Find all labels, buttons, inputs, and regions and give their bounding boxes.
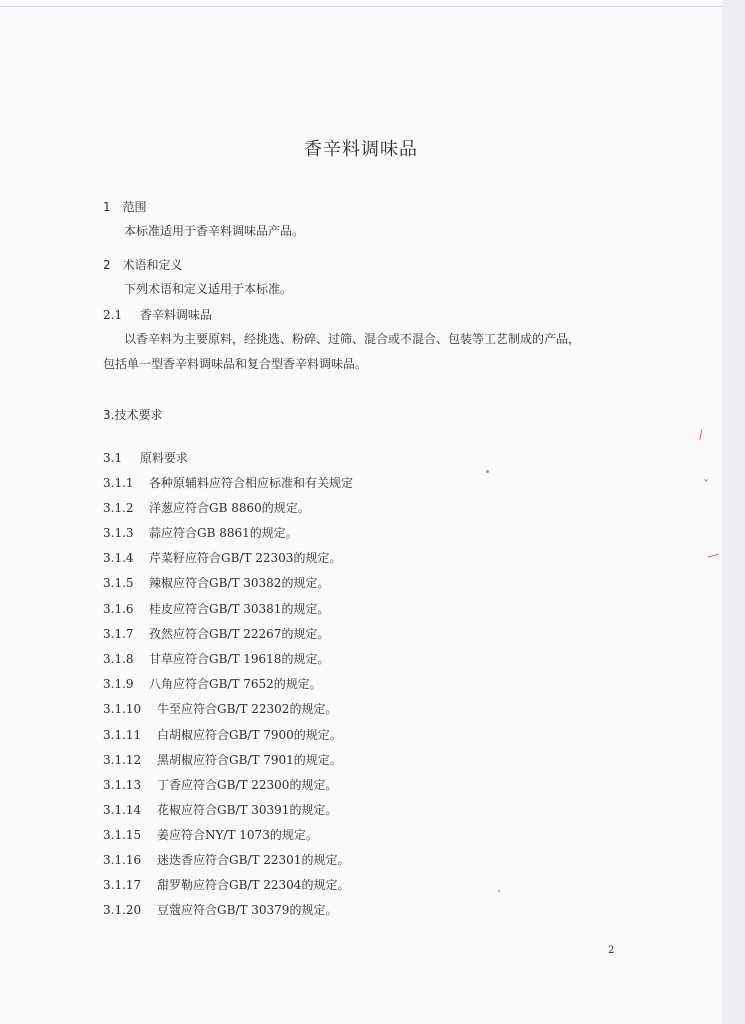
item-number: 3.1.17 (103, 878, 142, 892)
ink-mark: ˇ (703, 478, 709, 492)
item-text: 丁香应符合GB/T 22300的规定。 (157, 778, 338, 792)
item-text: 花椒应符合GB/T 30391的规定。 (157, 803, 338, 817)
item-number: 3.1.10 (103, 702, 142, 716)
document-title: 香辛料调味品 (304, 139, 418, 160)
ink-mark: ⁄ (697, 428, 705, 442)
subsection-2-1-title: 香辛料调味品 (139, 308, 212, 322)
item-number: 3.1.20 (103, 903, 142, 917)
section-1-heading (103, 198, 146, 215)
list-item (103, 499, 310, 516)
list-item (103, 600, 329, 617)
list-item (103, 574, 329, 591)
subsection-3-1-number: 3.1 (103, 451, 123, 465)
list-item (103, 675, 322, 692)
item-number: 3.1.15 (103, 828, 142, 842)
item-number: 3.1.12 (103, 753, 142, 767)
item-number: 3.1.6 (103, 602, 134, 616)
item-text: 蒜应符合GB 8861的规定。 (149, 526, 298, 540)
item-text: 迷迭香应符合GB/T 22301的规定。 (157, 853, 350, 867)
section-1-title: 范围 (122, 200, 147, 214)
item-text: 八角应符合GB/T 7652的规定。 (149, 677, 322, 691)
item-text: 孜然应符合GB/T 22267的规定。 (149, 627, 330, 641)
item-text: 姜应符合NY/T 1073的规定。 (157, 828, 318, 842)
page-number: 2 (608, 945, 615, 956)
list-item (103, 524, 298, 541)
section-3-heading: 3.技术要求 (103, 408, 163, 422)
list-item (103, 549, 341, 566)
list-item (103, 726, 342, 743)
item-number: 3.1.14 (103, 803, 142, 817)
subsection-3-1-heading (103, 449, 188, 466)
item-number: 3.1.3 (103, 526, 134, 540)
item-text: 甜罗勒应符合GB/T 22304的规定。 (157, 878, 350, 892)
list-item (103, 650, 329, 667)
item-number: 3.1.5 (103, 576, 134, 590)
item-number: 3.1.11 (103, 728, 142, 742)
item-text: 芹菜籽应符合GB/T 22303的规定。 (149, 551, 342, 565)
section-1-body: 本标准适用于香辛料调味品产品。 (124, 224, 305, 238)
section-2-number: 2 (103, 258, 111, 272)
item-number: 3.1.2 (103, 501, 134, 515)
item-text: 辣椒应符合GB/T 30382的规定。 (149, 576, 330, 590)
list-item (103, 776, 337, 793)
item-number: 3.1.9 (103, 677, 134, 691)
section-2-heading (103, 256, 182, 273)
list-item (103, 876, 349, 893)
list-item (103, 700, 337, 717)
item-text: 桂皮应符合GB/T 30381的规定。 (149, 602, 330, 616)
section-1-number: 1 (103, 200, 111, 214)
item-number: 3.1.8 (103, 652, 134, 666)
item-number: 3.1.1 (103, 476, 134, 490)
item-number: 3.1.16 (103, 853, 142, 867)
list-item (103, 801, 337, 818)
list-item (103, 826, 318, 843)
list-item (103, 901, 337, 918)
list-item (103, 474, 353, 491)
subsection-2-1-heading (103, 306, 212, 323)
item-text: 豆蔻应符合GB/T 30379的规定。 (157, 903, 338, 917)
item-text: 甘草应符合GB/T 19618的规定。 (149, 652, 330, 666)
definition-line-2: 包括单一型香辛料调味品和复合型香辛料调味品。 (103, 357, 368, 371)
item-text: 洋葱应符合GB 8860的规定。 (149, 501, 310, 515)
item-number: 3.1.7 (103, 627, 134, 641)
item-text: 黑胡椒应符合GB/T 7901的规定。 (157, 753, 342, 767)
item-text: 白胡椒应符合GB/T 7900的规定。 (157, 728, 342, 742)
item-text: 各种原辅料应符合相应标准和有关规定 (149, 476, 354, 490)
section-2-title: 术语和定义 (122, 258, 183, 272)
item-number: 3.1.13 (103, 778, 142, 792)
scan-speck (498, 890, 500, 892)
item-text: 牛至应符合GB/T 22302的规定。 (157, 702, 338, 716)
subsection-3-1-title: 原料要求 (139, 451, 188, 465)
list-item (103, 751, 342, 768)
list-item (103, 625, 329, 642)
list-item (103, 851, 349, 868)
scan-right-edge (722, 0, 745, 1024)
subsection-2-1-number: 2.1 (103, 308, 123, 322)
item-number: 3.1.4 (103, 551, 134, 565)
scan-speck (486, 470, 489, 473)
scan-top-edge (0, 6, 722, 7)
ink-mark: — (705, 546, 721, 564)
section-2-body: 下列术语和定义适用于本标准。 (124, 282, 293, 296)
definition-line-1: 以香辛料为主要原料，经挑选、粉碎、过筛、混合或不混合、包装等工艺制成的产品， (124, 332, 581, 346)
